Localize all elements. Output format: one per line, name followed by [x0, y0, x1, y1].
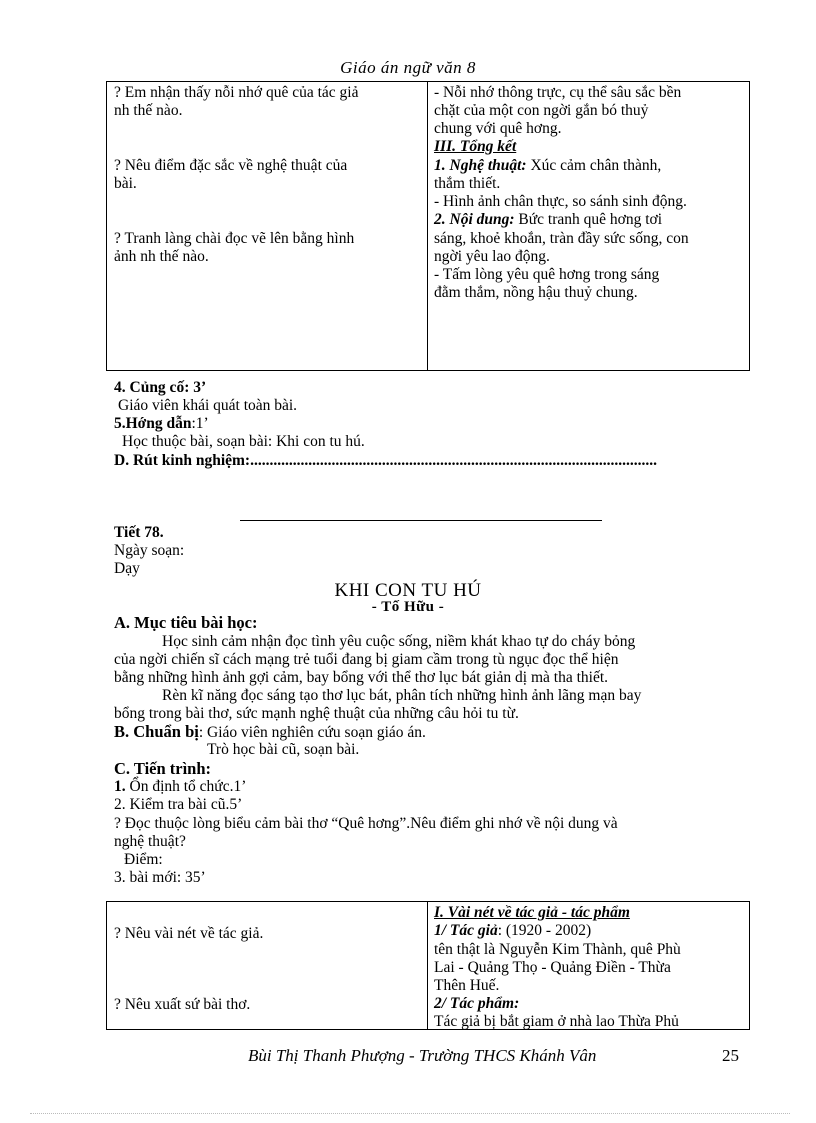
table-divider [427, 82, 428, 370]
body-text: Ổn định tổ chức.1’ [125, 778, 247, 795]
answer-label: 2. Nội dung: [434, 211, 515, 228]
footer-author: Bùi Thị Thanh Phượng - Trường THCS Khánh Vân [248, 1046, 597, 1065]
answer-text: ngời yêu lao động. [434, 248, 550, 265]
section-b-heading [114, 723, 426, 742]
answer-text: Lai - Quảng Thọ - Quảng Điền - Thừa [434, 959, 671, 976]
answer-text: chung với quê hơng. [434, 120, 562, 137]
table-divider [427, 902, 428, 1029]
guide-text: Học thuộc bài, soạn bài: Khi con tu hú. [122, 433, 365, 450]
answer-label: 1. Nghệ thuật: [434, 157, 527, 174]
answer-text: tên thật là Nguyễn Kim Thành, quê Phù [434, 941, 681, 958]
guide-heading [114, 415, 209, 433]
consolidate-heading: 4. Củng cố: 3’ [114, 379, 207, 396]
question-text: ảnh nh thế nào. [114, 248, 209, 265]
guide-time: :1’ [191, 415, 209, 432]
review-label: D. Rút kinh nghiệm: [114, 452, 251, 469]
separator-line [240, 520, 602, 521]
answer-text: - Hình ảnh chân thực, so sánh sinh động. [434, 193, 687, 210]
body-text: nghệ thuật? [114, 833, 186, 850]
answer-text: Xúc cảm chân thành, [526, 157, 662, 174]
body-text: Điểm: [124, 851, 163, 868]
consolidate-text: Giáo viên khái quát toàn bài. [118, 397, 298, 414]
answer-text: Bức tranh quê hơng tơi [514, 211, 663, 228]
section-heading: I. Vài nét về tác giả - tác phẩm [434, 904, 630, 921]
step-number: 1. [114, 778, 126, 795]
review-heading [114, 452, 657, 470]
step-2: 2. Kiểm tra bài cũ.5’ [114, 796, 243, 813]
answer-label: 2/ Tác phẩm: [434, 995, 520, 1012]
question-text: ? Nêu xuất sứ bài thơ. [114, 996, 251, 1013]
answer-text: thắm thiết. [434, 175, 501, 192]
question-text: ? Nêu điểm đặc sắc về nghệ thuật của [114, 157, 348, 174]
body-text: của ngời chiến sĩ cách mạng trẻ tuổi đang bị giam cầm trong tù ngục đọc thể hiện [114, 651, 619, 668]
answer-text: : (1920 - 2002) [497, 922, 592, 939]
date-label: Ngày soạn: [114, 542, 185, 559]
page-number: 25 [722, 1046, 739, 1065]
question-text: nh thế nào. [114, 102, 183, 119]
review-dots: ......................................................................................................... [250, 452, 657, 469]
step-1 [114, 778, 246, 796]
section-c-heading: C. Tiến trình: [114, 759, 212, 778]
period-number: Tiết 78. [114, 524, 164, 541]
answer-text [434, 157, 661, 175]
body-text: Rèn kĩ năng đọc sáng tạo thơ lục bát, phân tích những hình ảnh lãng mạn bay [162, 687, 642, 704]
body-text: Học sinh cảm nhận đọc tình yêu cuộc sống, niềm khát khao tự do cháy bỏng [162, 633, 636, 650]
answer-text: đằm thắm, nồng hậu thuỷ chung. [434, 284, 638, 301]
body-text: ? Đọc thuộc lòng biểu cảm bài thơ “Quê hơng”.Nêu điểm ghi nhớ về nội dung và [114, 815, 618, 832]
section-heading: III. Tổng kết [434, 138, 517, 155]
poem-title: KHI CON TU HÚ [334, 580, 482, 601]
page-header: Giáo án ngữ văn 8 [340, 58, 476, 77]
answer-text: Tác giả bị bắt giam ở nhà lao Thừa Phủ [434, 1013, 679, 1030]
answer-text [434, 211, 662, 229]
answer-text: sáng, khoẻ khoắn, tràn đầy sức sống, con [434, 230, 689, 247]
answer-text: - Nỗi nhớ thông trực, cụ thể sâu sắc bền [434, 84, 682, 101]
question-text: bài. [114, 175, 137, 192]
guide-label: 5.Hớng dẫn [114, 415, 192, 432]
bottom-border [30, 1113, 790, 1114]
answer-label: 1/ Tác giả [434, 922, 498, 939]
question-text: ? Nêu vài nét về tác giả. [114, 925, 264, 942]
step-3: 3. bài mới: 35’ [114, 869, 206, 886]
poem-author: - Tố Hữu - [371, 599, 445, 615]
question-text: ? Em nhận thấy nỗi nhớ quê của tác giả [114, 84, 359, 101]
teach-label: Dạy [114, 560, 140, 577]
section-a-heading: A. Mục tiêu bài học: [114, 613, 258, 632]
question-text: ? Tranh làng chài đọc vẽ lên bằng hình [114, 230, 355, 247]
section-b-label: B. Chuẩn bị [114, 722, 199, 741]
body-text: Trò học bài cũ, soạn bài. [207, 741, 360, 758]
answer-text [434, 922, 591, 940]
body-text: : Giáo viên nghiên cứu soạn giáo án. [198, 724, 426, 741]
body-text: bằng những hình ảnh gợi cảm, bay bổng với thể thơ lục bát giản dị mà tha thiết. [114, 669, 609, 686]
answer-text: - Tấm lòng yêu quê hơng trong sáng [434, 266, 660, 283]
answer-text: chặt của một con ngời gắn bó thuỷ [434, 102, 649, 119]
body-text: bổng trong bài thơ, sức mạnh nghệ thuật của những câu hỏi tu từ. [114, 705, 519, 722]
answer-text: Thên Huế. [434, 977, 500, 994]
